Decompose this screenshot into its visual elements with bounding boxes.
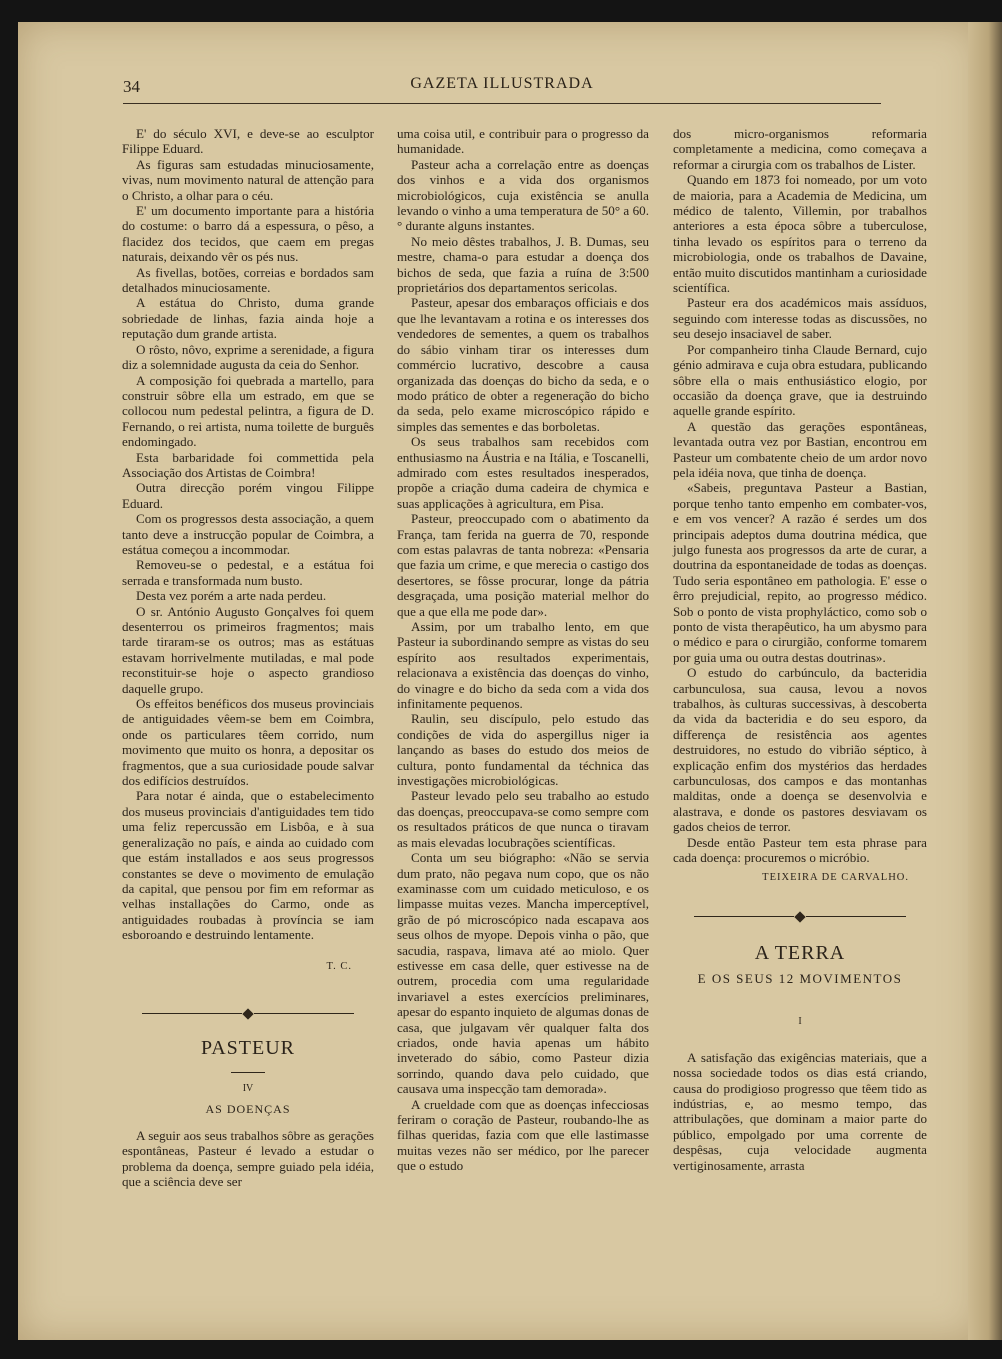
section-divider [673, 911, 927, 923]
title-rule [231, 1072, 265, 1073]
paragraph: A crueldade com que as doenças infecciosas feriram o coração de Pasteur, roubando-lhe as filhas queridas, fazia com que elle lastimasse muitas vezes não ser médico, por lhe parecer que o estudo [397, 1096, 649, 1174]
paragraph: E' um documento importante para a história do costume: o barro dá a espessura, o pêso, a flacidez dos tecidos, que caem em pregas naturais, deixando vêr os pés nus. [122, 203, 374, 265]
paragraph: Os seus trabalhos sam recebidos com enthusiasmo na Áustria e na Itália, e Toscanelli, admirado com estes resultados inesperados, propõe a criação duma cadeira de chymica e suas applicações à agricultura, em Pisa. [397, 434, 649, 511]
article-title-pasteur: PASTEUR [200, 1036, 296, 1059]
paragraph: O rôsto, nôvo, exprime a serenidade, a figura diz a solemnidade augusta da ceia do Senhor. [122, 341, 374, 373]
divider-line [806, 916, 906, 917]
paragraph: Outra direcção porém vingou Filippe Eduard. [122, 480, 374, 511]
divider-line [142, 1013, 242, 1014]
header-rule [123, 103, 881, 104]
paragraph: Desde então Pasteur tem esta phrase para cada doença: procuremos o micróbio. [673, 834, 927, 866]
paragraph: Por companheiro tinha Claude Bernard, cujo génio admirava e cuja obra estudara, publicando sôbre ella o mais enthusiástico elogio, por occasião da doença grave, que ia destruindo aquelle grande espírito. [673, 341, 927, 419]
paragraph: Com os progressos desta associação, a quem tanto deve a instrucção popular de Coimbra, a estátua começou a incommodar. [122, 511, 374, 557]
column-2 [397, 126, 649, 1174]
paragraph: A seguir aos seus trabalhos sôbre as gerações espontâneas, Pasteur é levado a estudar o problema da doença, sempre guiado pela idéia, que a sciência deve ser [122, 1127, 374, 1189]
paragraph: Pasteur, preoccupado com o abatimento da França, tam ferida na guerra de 70, responde com estas palavras de tanta nobreza: «Pensaria que fazia um crime, e que merecia o castigo dos desertores, se fôsse procurar, longe da pátria desgraçada, uma posição material melhor do que a que ella me pode dar». [397, 511, 649, 619]
paragraph: As fivellas, botões, correias e bordados sam detalhados minuciosamente. [122, 264, 374, 296]
paragraph: Removeu-se o pedestal, e a estátua foi serrada e transformada num busto. [122, 557, 374, 588]
publication-title: GAZETA ILLUSTRADA [410, 75, 594, 92]
paragraph: Esta barbaridade foi commettida pela Associação dos Artistas de Coimbra! [122, 449, 374, 480]
paragraph: «Sabeis, preguntava Pasteur a Bastian, porque tenho tanto empenho em combater-vos, e em vos vencer? A razão é serdes um dos principais adeptos duma doutrina médica, que julgo funesta aos progressos da arte de curar, a doutrina da espontaneidade de todas as doenças. Tudo seria espontâneo em pathologia. E' esse o êrro prejudicial, repito, ao progresso médico. Sob o ponto de vista prophyláctico, como sob o ponto de vista therapêutico, ha um abysmo para o médico e para o cirurgião, conforme tomarem por guia uma ou outra destas doutrinas». [673, 480, 927, 665]
paragraph: Assim, por um trabalho lento, em que Pasteur ia subordinando sempre as vistas do seu espírito aos resultados experimentais, relacionava a existência das doenças do vinho, do vinagre e do bicho da seda com a vida dos infinitamente pequenos. [397, 619, 649, 712]
paragraph: Desta vez porém a arte nada perdeu. [136, 588, 327, 604]
paragraph: Pasteur, apesar dos embaraços officiais e dos que lhe levantavam a rotina e os interesses dos vendedores de sementes, a quem os trabalhos do sábio vinham tirar os interesses dum commércio lucrativo, descobre a causa organizada das doenças do bicho da seda, e o modo prático de obter a regeneração do bicho da seda, pelo exame microscópico rápido e simples das sementes e das borboletas. [397, 295, 649, 434]
paragraph: Quando em 1873 foi nomeado, por um voto de maioria, para a Academia de Medicina, um médico de talento, Villemin, por trabalhos anteriores a esta época sôbre a tuberculose, tinha levado os espíritos para o terreno da microbiologia, onde os trabalhos de Davaine, então muito discutidos mantinham a curiosidade scientífica. [673, 172, 927, 296]
paragraph: As figuras sam estudadas minuciosamente, vivas, num movimento natural de attenção para o Christo, a olhar para o céu. [122, 156, 374, 203]
section-divider [122, 1008, 374, 1020]
paragraph: dos micro-organismos reformaria completamente a medicina, como começava a reformar a cirurgia com os trabalhos de Lister. [673, 126, 927, 172]
paragraph: O sr. António Augusto Gonçalves foi quem desenterrou os primeiros fragmentos; mais tarde tiraram-se os outros; mas as estátuas estavam horrivelmente mutiladas, e mal pode reconstituir-se hoje o aspecto grandioso daquelle grupo. [122, 603, 374, 696]
paragraph: E' do século XVI, e deve-se ao esculptor Filippe Eduard. [122, 126, 374, 157]
paragraph: Conta um seu biógrapho: «Não se servia dum prato, não pegava num copo, que os não examinasse com um cuidado meticuloso, e os limpasse muitas vezes. Mancha imperceptível, grão de pó microscópico nada escapava aos seus olhos de myope. Depois vinha o pão, que sacudia, raspava, limava até ao miolo. Quer estivesse em casa delle, quer estivesse na de outrem, procedia com uma regularidade invariavel a estes exercícios preliminares, apesar do espanto inquieto de algumas donas de casa, que julgavam vêr qualquer falta dos criados, onde havia apenas um hábito inveterado do sábio, como Pasteur dizia sorrindo, quando dava pelo cuidado, que causava uma inspecção tam demorada». [397, 850, 649, 1097]
paragraph: A composição foi quebrada a martello, para construir sôbre ella um estrado, em que se collocou num pedestal pelintra, a figura de D. Fernando, o rei artista, numa toilette de burguês endomingado. [122, 372, 374, 450]
paragraph: Pasteur acha a correlação entre as doenças dos vinhos e a vida dos organismos microbiológicos, cuja existência se anulla levando o vinho a uma temperatura de 50° a 60.° durante alguns instantes. [397, 156, 649, 234]
divider-line [694, 916, 794, 917]
signature-tc: T. C. [326, 960, 352, 972]
paragraph: A satisfação das exigências materiais, que a nossa sociedade todos os dias está criando, causa do prodigioso progresso que têem tido as indústrias, e, ao mesmo tempo, das attribulações, que dominam a maior parte do público, empolgado por uma corrente de despêsas, cuja velocidade augmenta vertiginosamente, arrasta [673, 1049, 927, 1173]
page-header [123, 73, 881, 99]
page-edge [968, 22, 1002, 1340]
column-3 [673, 126, 927, 1173]
paragraph: O estudo do carbúnculo, da bacteridia carbunculosa, sua causa, levou a novos trabalhos, às culturas successivas, à descoberta da vida da bacteridia e do seu esporo, da differença de resistência aos agentes destruidores, no estudo do vibrião séptico, à explicação enfim dos mystérios das herdades carbunculosas, dos campos e das montanhas malditas, onde a doença se desenvolvia e alastrava, e donde os pastores desviavam os gados cheios de terror. [673, 665, 927, 835]
paragraph: Raulin, seu discípulo, pelo estudo das condições de vida do aspergillus niger ia lançando as bases do estudo dos meios de cultura, ponto fundamental da téchnica das investigações microbiológicas. [397, 711, 649, 789]
article-part-number: IV [242, 1082, 254, 1094]
paragraph: A questão das gerações espontâneas, levantada outra vez por Bastian, encontrou em Pasteur um combatente cheio de um ardor novo pela idéia nova, que tinha de doença. [673, 418, 927, 480]
paragraph: Para notar é ainda, que o estabelecimento dos museus provinciais d'antiguidades tem tido uma feliz repercussão em Lisbôa, e à sua generalização no país, e ainda ao cuidado com que estám installados e aos seus progressos constantes se deve o movimento de emulação da capital, que pensou por fim em reformar as velhas installações do Carmo, onde as antiguidades roubadas à província se iam esboroando e destruindo lentamente. [122, 788, 374, 943]
diamond-ornament-icon [794, 911, 805, 922]
column-1 [122, 126, 374, 1189]
article-part-number: I [798, 1016, 802, 1028]
article-subtitle: E OS SEUS 12 MOVIMENTOS [697, 970, 903, 986]
paragraph: uma coisa util, e contribuir para o progresso da humanidade. [397, 126, 649, 157]
paragraph: Pasteur levado pelo seu trabalho ao estudo das doenças, preoccupava-se como sempre com os resultados práticos de que nunca o tiravam as mais elevadas locubrações scientíficas. [397, 788, 649, 850]
article-subtitle: AS DOENÇAS [205, 1102, 291, 1117]
signature-teixeira: TEIXEIRA DE CARVALHO. [762, 871, 909, 883]
divider-line [254, 1013, 354, 1014]
paragraph: Os effeitos benéficos dos museus provinciais de antiguidades vêem-se bem em Coimbra, onde os particulares têem corrido, num movimento que muito os honra, a depositar os fragmentos, que a sua curiosidade poude salvar dos edifícios destruídos. [122, 696, 374, 789]
paragraph: A estátua do Christo, duma grande sobriedade de linhas, fazia ainda hoje a reputação dum grande artista. [122, 295, 374, 342]
article-title-terra: A TERRA [754, 941, 846, 964]
paragraph: No meio dêstes trabalhos, J. B. Dumas, seu mestre, chama-o para estudar a doença dos bichos de seda, que fazia a ruína de 3:500 proprietários dos departamentos sericolas. [397, 233, 649, 296]
diamond-ornament-icon [242, 1008, 253, 1019]
page-number: 34 [123, 77, 140, 96]
paragraph: Pasteur era dos académicos mais assíduos, seguindo com interesse todas as discussões, no seu desejo insaciavel de saber. [673, 295, 927, 342]
